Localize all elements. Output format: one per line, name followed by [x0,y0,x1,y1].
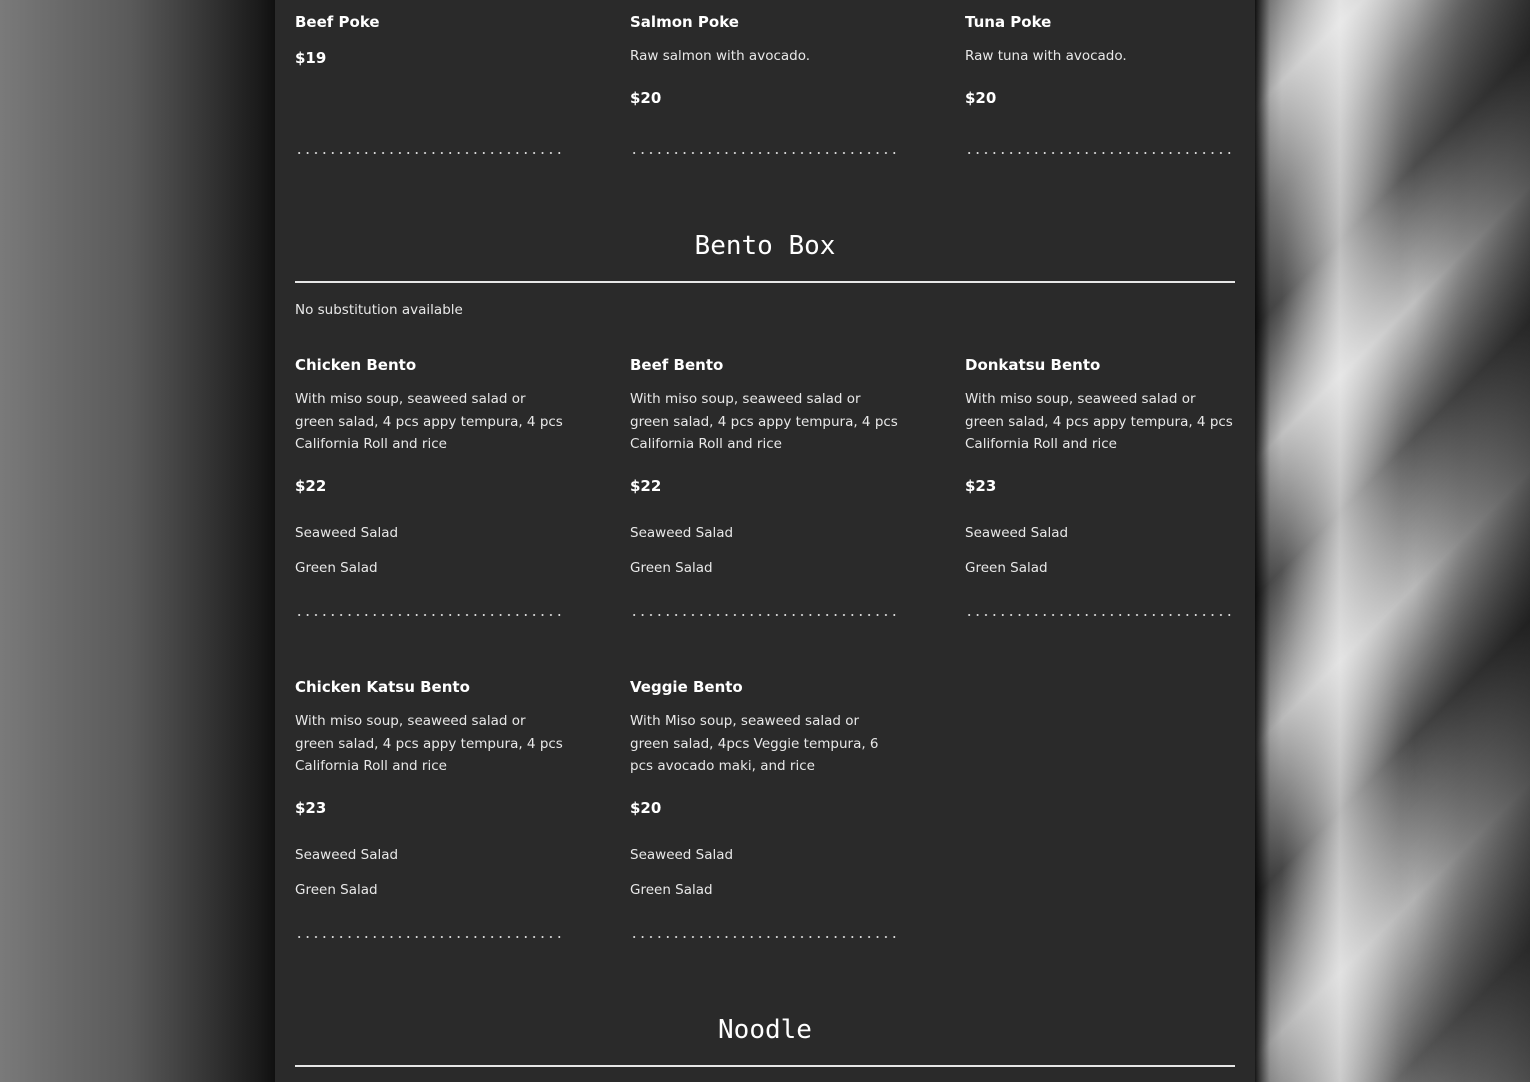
dotted-divider [965,152,1235,154]
item-description: With miso soup, seaweed salad or green salad, 4 pcs appy tempura, 4 pcs California Roll and rice [295,713,563,774]
item-option: Seaweed Salad [630,847,734,863]
menu-panel [275,0,1255,1082]
section-divider [295,1065,1235,1067]
dotted-divider [295,152,565,154]
item-name: Beef Bento [630,356,724,374]
item-price: $22 [630,477,662,495]
dotted-divider [965,614,1235,616]
section-note: No substitution available [295,302,463,318]
item-option: Green Salad [295,560,378,576]
item-price: $23 [965,477,997,495]
item-name: Beef Poke [295,13,380,31]
item-option: Seaweed Salad [965,525,1069,541]
item-name: Tuna Poke [965,13,1052,31]
item-name: Donkatsu Bento [965,356,1101,374]
item-option: Green Salad [630,882,713,898]
background-streaks [1255,0,1530,1082]
section-title-noodle: Noodle [718,1015,812,1045]
item-option: Seaweed Salad [295,847,399,863]
item-option: Green Salad [295,882,378,898]
item-price: $19 [295,49,327,67]
item-description: Raw salmon with avocado. [630,48,811,64]
dotted-divider [295,936,565,938]
item-name: Chicken Bento [295,356,417,374]
item-price: $20 [630,799,662,817]
item-price: $23 [295,799,327,817]
item-description: Raw tuna with avocado. [965,48,1127,64]
item-price: $20 [630,89,662,107]
dotted-divider [630,936,900,938]
item-description: With miso soup, seaweed salad or green salad, 4 pcs appy tempura, 4 pcs California Roll and rice [295,391,563,452]
item-description: With Miso soup, seaweed salad or green salad, 4pcs Veggie tempura, 6 pcs avocado maki, and rice [630,713,879,774]
item-option: Seaweed Salad [630,525,734,541]
dotted-divider [630,614,900,616]
item-name: Salmon Poke [630,13,739,31]
item-description: With miso soup, seaweed salad or green salad, 4 pcs appy tempura, 4 pcs California Roll and rice [630,391,898,452]
section-title-bento: Bento Box [694,231,836,261]
item-option: Green Salad [965,560,1048,576]
item-option: Seaweed Salad [295,525,399,541]
item-option: Green Salad [630,560,713,576]
dotted-divider [295,614,565,616]
section-divider [295,281,1235,283]
item-price: $22 [295,477,327,495]
item-description: With miso soup, seaweed salad or green salad, 4 pcs appy tempura, 4 pcs California Roll and rice [965,391,1233,452]
item-name: Chicken Katsu Bento [295,678,470,696]
dotted-divider [630,152,900,154]
item-name: Veggie Bento [630,678,743,696]
item-price: $20 [965,89,997,107]
